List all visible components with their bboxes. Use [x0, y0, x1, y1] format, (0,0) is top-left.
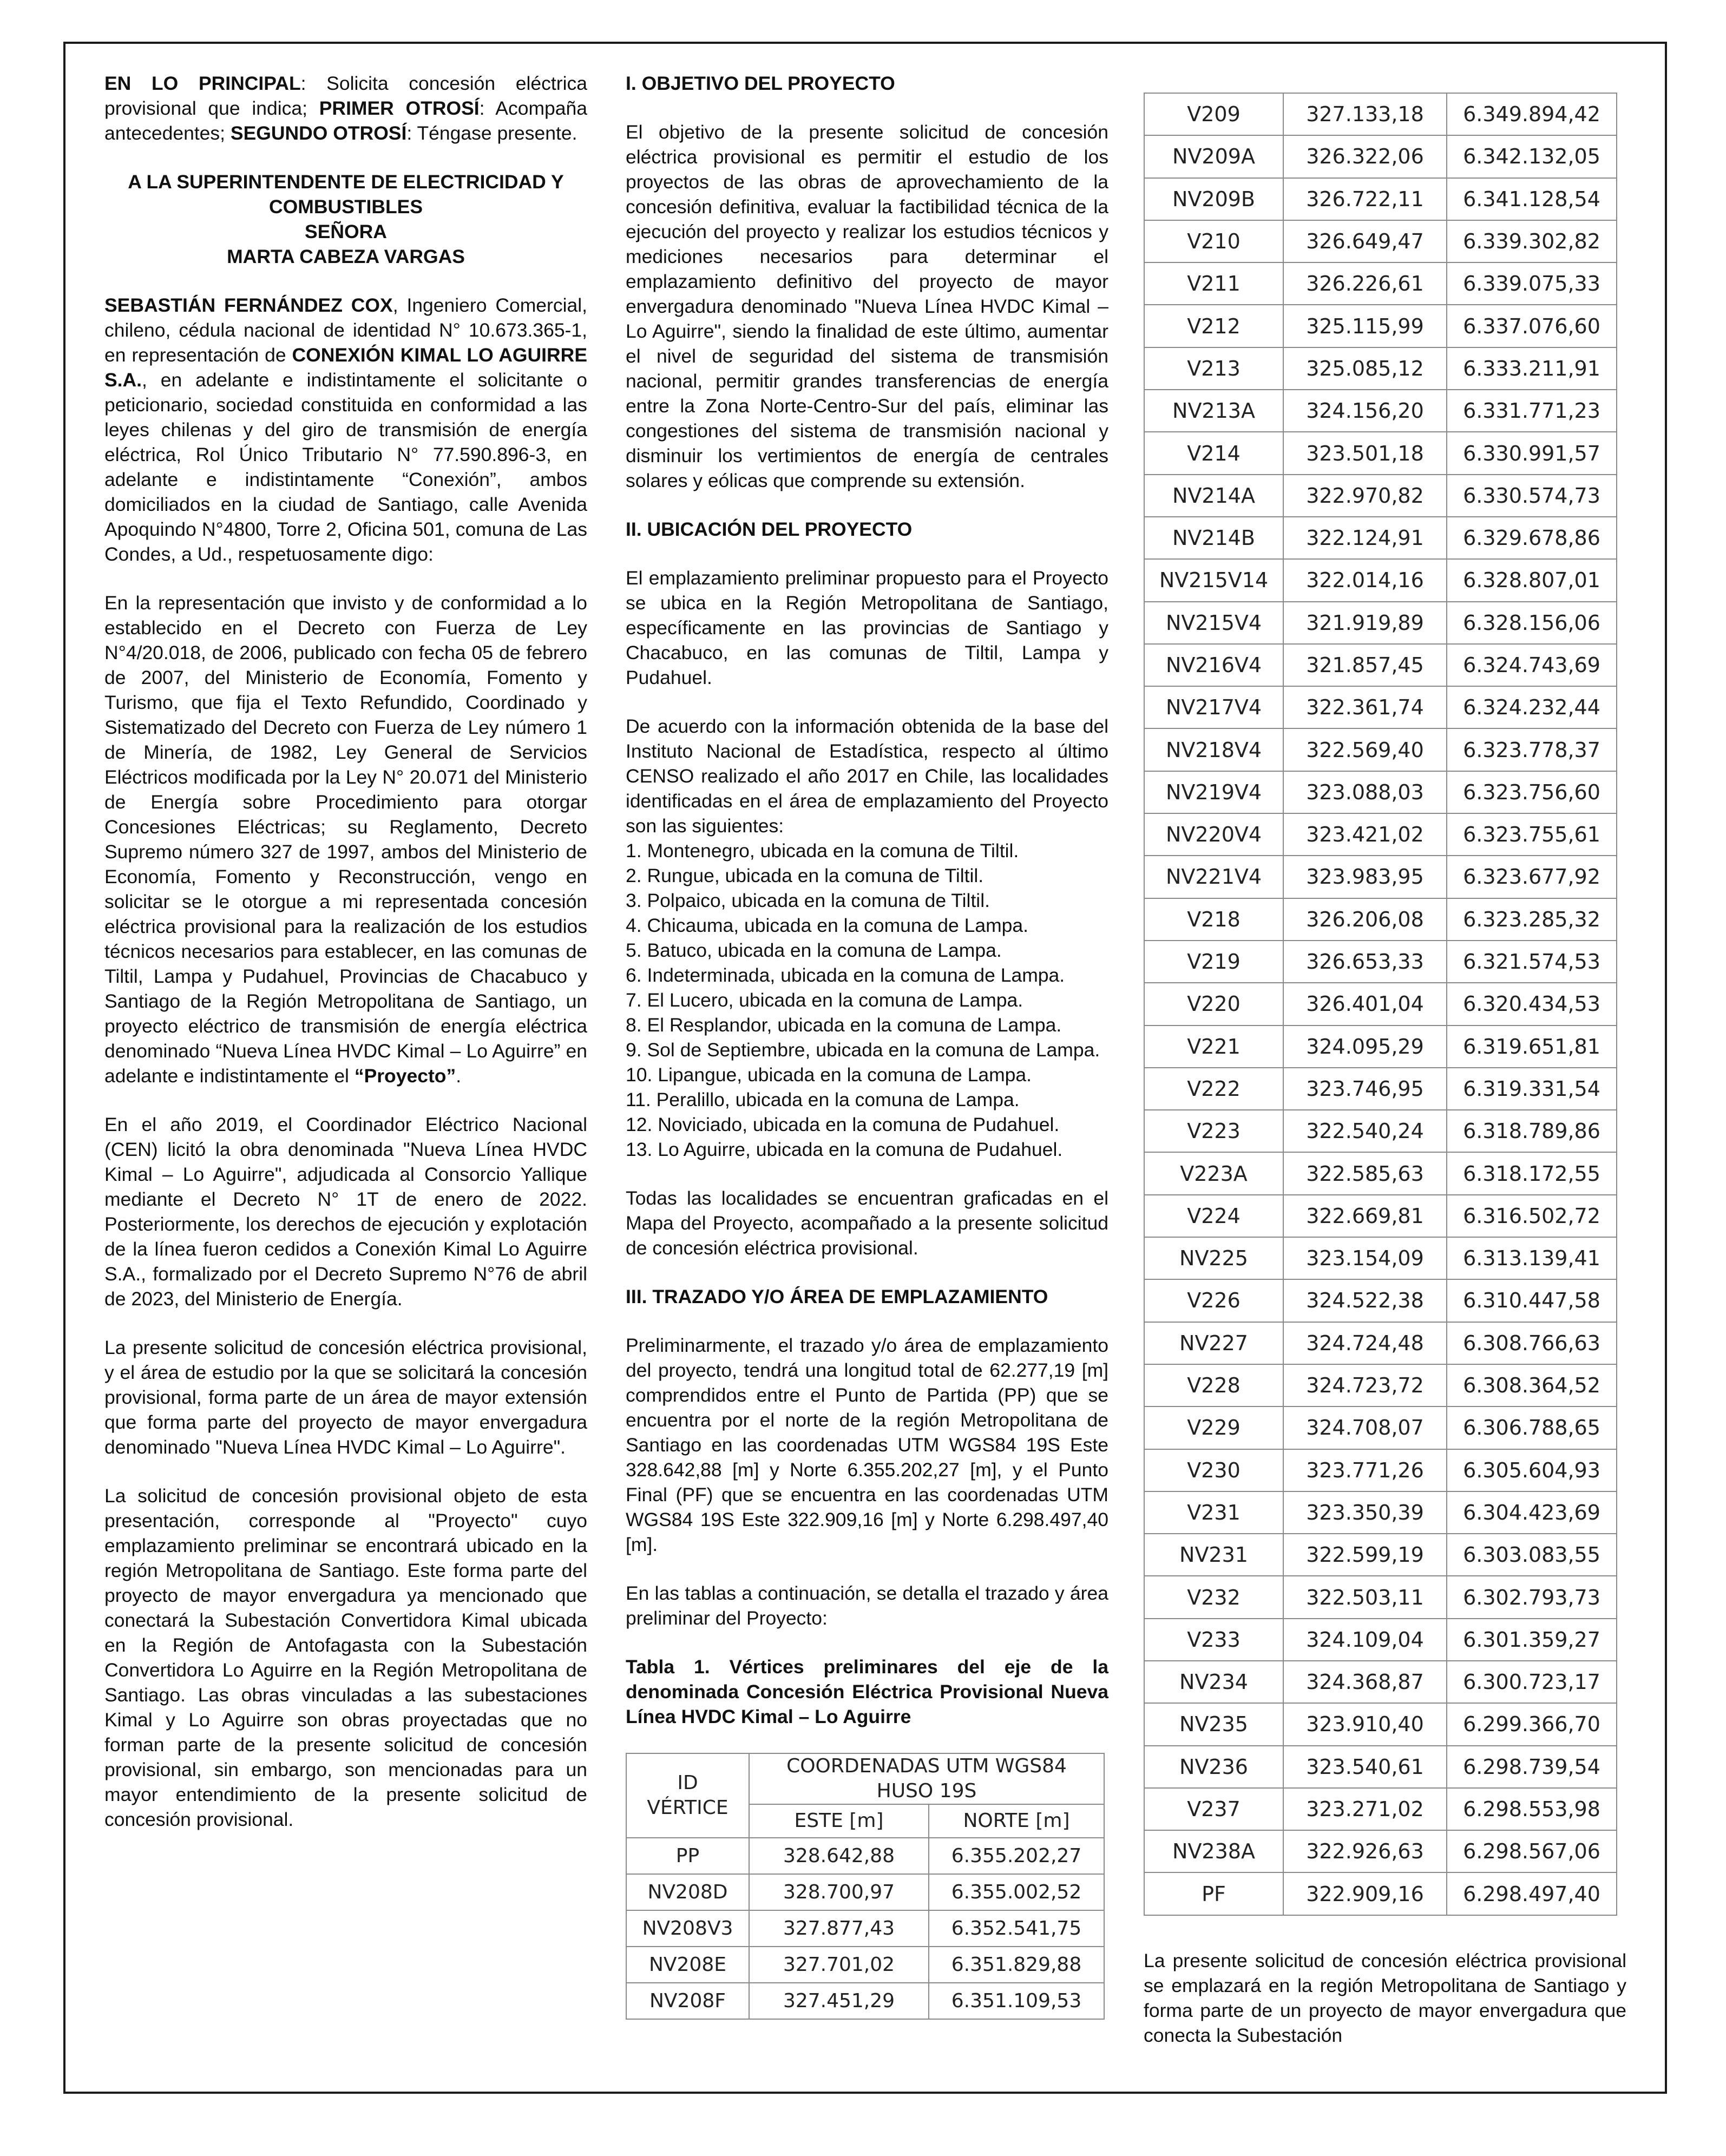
vertex-id-cell: V221 — [1144, 1026, 1283, 1068]
header-id-vertice: ID VÉRTICE — [626, 1753, 749, 1838]
locality-item: 10. Lipangue, ubicada en la comuna de Lampa. — [626, 1064, 1032, 1086]
vertex-id-cell: V218 — [1144, 898, 1283, 941]
este-cell: 322.926,63 — [1283, 1830, 1447, 1872]
vertex-id-cell: PP — [626, 1838, 749, 1874]
norte-cell: 6.298.567,06 — [1447, 1830, 1617, 1872]
norte-cell: 6.298.497,40 — [1447, 1872, 1617, 1915]
este-cell: 325.085,12 — [1283, 347, 1447, 390]
table-caption: Tabla 1. Vértices preliminares del eje de la denominada Concesión Eléctrica Provisional Nueva Línea HVDC Kimal – Lo Aguirre — [626, 1656, 1108, 1727]
este-cell: 328.642,88 — [749, 1838, 929, 1874]
norte-cell: 6.323.778,37 — [1447, 728, 1617, 771]
este-cell: 326.322,06 — [1283, 135, 1447, 178]
table-row — [1144, 262, 1617, 305]
objective-paragraph: El objetivo de la presente solicitud de concesión eléctrica provisional es permitir el estudio de los proyectos de las obras de aprovechamiento de la concesión definitiva, evaluar la factibilidad técnica de la ejecución del proyecto y realizar los estudios técnicos y mediciones necesarios para determinar el emplazamiento definitivo del proyecto de mayor envergadura denominado "Nueva Línea HVDC Kimal – Lo Aguirre", siendo la finalidad de este último, aumentar el nivel de seguridad del sistema de transmisión nacional, permitir grandes transferencias de energía entre la Zona Norte-Centro-Sur del país, eliminar las congestiones del sistema de transmisión nacional y disminuir los vertimientos de energía de centrales solares y eólicas que comprende su extensión. — [626, 121, 1108, 491]
este-cell: 326.722,11 — [1283, 178, 1447, 220]
este-cell: 321.919,89 — [1283, 602, 1447, 644]
este-cell: 327.877,43 — [749, 1910, 929, 1947]
este-cell: 327.701,02 — [749, 1947, 929, 1983]
norte-cell: 6.341.128,54 — [1447, 178, 1617, 220]
document-page — [63, 42, 1667, 2094]
este-cell: 322.503,11 — [1283, 1576, 1447, 1618]
vertex-id-cell: PF — [1144, 1872, 1283, 1915]
table-row — [1144, 1068, 1617, 1110]
norte-cell: 6.330.574,73 — [1447, 475, 1617, 517]
table-row — [1144, 771, 1617, 813]
table-row — [1144, 1830, 1617, 1872]
vertex-id-cell: V228 — [1144, 1364, 1283, 1406]
table-row — [1144, 1746, 1617, 1788]
vertex-id-cell: NV227 — [1144, 1322, 1283, 1364]
locality-item: 12. Noviciado, ubicada en la comuna de Pudahuel. — [626, 1114, 1060, 1135]
column-right — [1144, 71, 1626, 2072]
vertex-id-cell: V219 — [1144, 941, 1283, 983]
norte-cell: 6.302.793,73 — [1447, 1576, 1617, 1618]
vertex-id-cell: V222 — [1144, 1068, 1283, 1110]
vertex-id-cell: V220 — [1144, 983, 1283, 1025]
table-row — [1144, 1026, 1617, 1068]
este-cell: 322.970,82 — [1283, 475, 1447, 517]
table-row — [1144, 1449, 1617, 1491]
header-norte: NORTE [m] — [929, 1804, 1104, 1838]
table-row — [626, 1874, 1104, 1910]
table-row — [1144, 1237, 1617, 1279]
vertex-id-cell: NV236 — [1144, 1746, 1283, 1788]
norte-cell: 6.352.541,75 — [929, 1910, 1104, 1947]
vertex-id-cell: V237 — [1144, 1788, 1283, 1830]
norte-cell: 6.351.109,53 — [929, 1983, 1104, 2019]
vertex-id-cell: NV235 — [1144, 1703, 1283, 1745]
vertex-id-cell: V233 — [1144, 1619, 1283, 1661]
este-cell: 322.669,81 — [1283, 1195, 1447, 1237]
vertex-id-cell: NV231 — [1144, 1534, 1283, 1576]
norte-cell: 6.301.359,27 — [1447, 1619, 1617, 1661]
locality-item: 6. Indeterminada, ubicada en la comuna de Lampa. — [626, 964, 1065, 986]
request-paragraph: En la representación que invisto y de conformidad a lo establecido en el Decreto con Fuerza de Ley N°4/20.018, de 2006, publicado con fecha 05 de febrero de 2007, del Ministerio de Economía, Fomento y Turismo, que fija el Texto Refundido, Coordinado y Sistematizado del Decreto con Fuerza de Ley número 1 de Minería, de 1982, Ley General de Servicios Eléctricos modificada por la Ley N° 20.071 del Ministerio de Energía sobre Procedimiento para otorgar Concesiones Eléctricas; su Reglamento, Decreto Supremo número 327 de 1997, ambos del Ministerio de Economía, Fomento y Reconstrucción, vengo en solicitar se le otorgue a mi representada concesión eléctrica provisional para la realización de los estudios técnicos necesarios para establecer, en las comunas de Tiltil, Lampa y Pudahuel, Provincias de Chacabuco y Santiago de la Región Metropolitana de Santiago, un proyecto eléctrico de transmisión de energía eléctrica denominado “Nueva Línea HVDC Kimal – Lo Aguirre” en adelante e indistintamente el “Proyecto”. — [104, 592, 587, 1087]
norte-cell: 6.310.447,58 — [1447, 1279, 1617, 1322]
este-cell: 323.154,09 — [1283, 1237, 1447, 1279]
header-este: ESTE [m] — [749, 1804, 929, 1838]
norte-cell: 6.308.766,63 — [1447, 1322, 1617, 1364]
table-row — [1144, 983, 1617, 1025]
este-cell: 323.983,95 — [1283, 856, 1447, 898]
este-cell: 322.569,40 — [1283, 728, 1447, 771]
table-row — [1144, 559, 1617, 601]
table-row — [1144, 347, 1617, 390]
este-cell: 324.522,38 — [1283, 1279, 1447, 1322]
vertex-id-cell: NV215V4 — [1144, 602, 1283, 644]
norte-cell: 6.319.331,54 — [1447, 1068, 1617, 1110]
este-cell: 324.723,72 — [1283, 1364, 1447, 1406]
norte-cell: 6.308.364,52 — [1447, 1364, 1617, 1406]
table-row — [1144, 305, 1617, 347]
table-row — [626, 1838, 1104, 1874]
table-body — [626, 1838, 1104, 2019]
este-cell: 322.909,16 — [1283, 1872, 1447, 1915]
este-cell: 322.585,63 — [1283, 1152, 1447, 1194]
este-cell: 323.088,03 — [1283, 771, 1447, 813]
norte-cell: 6.339.302,82 — [1447, 220, 1617, 262]
este-cell: 326.653,33 — [1283, 941, 1447, 983]
column-left — [104, 71, 587, 1856]
norte-cell: 6.342.132,05 — [1447, 135, 1617, 178]
norte-cell: 6.306.788,65 — [1447, 1406, 1617, 1449]
norte-cell: 6.323.677,92 — [1447, 856, 1617, 898]
este-cell: 323.271,02 — [1283, 1788, 1447, 1830]
table-row — [1144, 1788, 1617, 1830]
este-cell: 323.771,26 — [1283, 1449, 1447, 1491]
locality-item: 2. Rungue, ubicada en la comuna de Tiltil. — [626, 865, 984, 886]
este-cell: 322.540,24 — [1283, 1110, 1447, 1152]
norte-cell: 6.300.723,17 — [1447, 1661, 1617, 1703]
este-cell: 324.724,48 — [1283, 1322, 1447, 1364]
table-body — [1144, 93, 1617, 1915]
norte-cell: 6.355.002,52 — [929, 1874, 1104, 1910]
este-cell: 328.700,97 — [749, 1874, 929, 1910]
location-paragraph: El emplazamiento preliminar propuesto para el Proyecto se ubica en la Región Metropolitana de Santiago, específicamente en las provincias de Santiago y Chacabuco, en las comunas de Tiltil, Lampa y Pudahuel. — [626, 567, 1108, 688]
table-row — [1144, 644, 1617, 686]
vertex-id-cell: NV220V4 — [1144, 813, 1283, 856]
norte-cell: 6.324.232,44 — [1447, 686, 1617, 728]
vertex-id-cell: V212 — [1144, 305, 1283, 347]
norte-cell: 6.351.829,88 — [929, 1947, 1104, 1983]
este-cell: 324.095,29 — [1283, 1026, 1447, 1068]
vertex-id-cell: V226 — [1144, 1279, 1283, 1322]
section-heading-ubicacion: II. UBICACIÓN DEL PROYECTO — [626, 518, 913, 540]
tables-intro-paragraph: En las tablas a continuación, se detalla el trazado y área preliminar del Proyecto: — [626, 1582, 1108, 1629]
norte-cell: 6.316.502,72 — [1447, 1195, 1617, 1237]
table-row — [1144, 135, 1617, 178]
table-row — [626, 1910, 1104, 1947]
table-row — [1144, 1534, 1617, 1576]
vertex-id-cell: NV209A — [1144, 135, 1283, 178]
vertex-id-cell: V213 — [1144, 347, 1283, 390]
map-paragraph: Todas las localidades se encuentran graficadas en el Mapa del Proyecto, acompañado a la presente solicitud de concesión eléctrica provisional. — [626, 1187, 1108, 1259]
section-heading-trazado: III. TRAZADO Y/O ÁREA DE EMPLAZAMIENTO — [626, 1286, 1048, 1307]
este-cell: 322.599,19 — [1283, 1534, 1447, 1576]
este-cell: 323.540,61 — [1283, 1746, 1447, 1788]
este-cell: 326.206,08 — [1283, 898, 1447, 941]
este-cell: 323.350,39 — [1283, 1491, 1447, 1534]
este-cell: 322.124,91 — [1283, 517, 1447, 559]
locality-item: 5. Batuco, ubicada en la comuna de Lampa. — [626, 939, 1002, 961]
closing-paragraph: La presente solicitud de concesión eléctrica provisional se emplazará en la región Metropolitana de Santiago y forma parte de un proyecto de mayor envergadura que conecta la Subestación — [1144, 1949, 1626, 2046]
route-paragraph: Preliminarmente, el trazado y/o área de emplazamiento del proyecto, tendrá una longitud total de 62.277,19 [m] comprendidos entre el Punto de Partida (PP) que se encuentra por el norte de la región Metropolitana de Santiago en las coordenadas UTM WGS84 19S Este 328.642,88 [m] y Norte 6.355.202,27 [m], y el Punto Final (PF) que se encuentra en las coordenadas UTM WGS84 19S Este 322.909,16 [m] y Norte 6.298.497,40 [m]. — [626, 1335, 1108, 1555]
este-cell: 325.115,99 — [1283, 305, 1447, 347]
table-row — [626, 1983, 1104, 2019]
census-paragraph: De acuerdo con la información obtenida de la base del Instituto Nacional de Estadística, respecto al último CENSO realizado el año 2017 en Chile, las localidades identificadas en el área de emplazamiento del Proyecto son las siguientes: — [626, 715, 1108, 837]
localities-block — [626, 714, 1108, 1162]
norte-cell: 6.339.075,33 — [1447, 262, 1617, 305]
este-cell: 321.857,45 — [1283, 644, 1447, 686]
vertex-id-cell: V229 — [1144, 1406, 1283, 1449]
este-cell: 326.649,47 — [1283, 220, 1447, 262]
vertex-id-cell: NV208F — [626, 1983, 749, 2019]
vertex-id-cell: V232 — [1144, 1576, 1283, 1618]
vertex-id-cell: NV225 — [1144, 1237, 1283, 1279]
table-row — [1144, 93, 1617, 135]
locality-item: 9. Sol de Septiembre, ubicada en la comuna de Lampa. — [626, 1039, 1100, 1061]
table-row — [1144, 1619, 1617, 1661]
norte-cell: 6.329.678,86 — [1447, 517, 1617, 559]
norte-cell: 6.298.553,98 — [1447, 1788, 1617, 1830]
table-row — [1144, 390, 1617, 432]
table-row — [1144, 602, 1617, 644]
norte-cell: 6.333.211,91 — [1447, 347, 1617, 390]
table-row — [1144, 432, 1617, 474]
vertex-id-cell: NV218V4 — [1144, 728, 1283, 771]
norte-cell: 6.331.771,23 — [1447, 390, 1617, 432]
vertex-id-cell: NV215V14 — [1144, 559, 1283, 601]
locality-item: 3. Polpaico, ubicada en la comuna de Tiltil. — [626, 890, 990, 911]
scope-paragraph: La presente solicitud de concesión eléctrica provisional, y el área de estudio por la que se solicitará la concesión provisional, forma parte de un área de mayor extensión que forma parte del proyecto de mayor envergadura denominado "Nueva Línea HVDC Kimal – Lo Aguirre". — [104, 1337, 587, 1458]
este-cell: 324.368,87 — [1283, 1661, 1447, 1703]
vertex-id-cell: NV214B — [1144, 517, 1283, 559]
locality-item: 13. Lo Aguirre, ubicada en la comuna de Pudahuel. — [626, 1139, 1063, 1160]
table-header-row — [626, 1753, 1104, 1804]
addressee-block: A LA SUPERINTENDENTE DE ELECTRICIDAD Y COMBUSTIBLES SEÑORA MARTA CABEZA VARGAS — [128, 171, 564, 267]
norte-cell: 6.323.756,60 — [1447, 771, 1617, 813]
vertex-id-cell: V214 — [1144, 432, 1283, 474]
table-row — [1144, 1576, 1617, 1618]
este-cell: 323.910,40 — [1283, 1703, 1447, 1745]
norte-cell: 6.320.434,53 — [1447, 983, 1617, 1025]
norte-cell: 6.318.172,55 — [1447, 1152, 1617, 1194]
table-row — [1144, 220, 1617, 262]
table-row — [1144, 1491, 1617, 1534]
norte-cell: 6.321.574,53 — [1447, 941, 1617, 983]
este-cell: 323.501,18 — [1283, 432, 1447, 474]
table-row — [1144, 1152, 1617, 1194]
norte-cell: 6.323.285,32 — [1447, 898, 1617, 941]
table-row — [1144, 1195, 1617, 1237]
table-row — [1144, 941, 1617, 983]
este-cell: 326.401,04 — [1283, 983, 1447, 1025]
este-cell: 326.226,61 — [1283, 262, 1447, 305]
vertex-id-cell: V224 — [1144, 1195, 1283, 1237]
este-cell: 324.109,04 — [1283, 1619, 1447, 1661]
table-row — [1144, 1322, 1617, 1364]
vertex-id-cell: V231 — [1144, 1491, 1283, 1534]
project-paragraph: La solicitud de concesión provisional objeto de esta presentación, corresponde al "Proyecto" cuyo emplazamiento preliminar se encontrará ubicado en la región Metropolitana de Santiago. Este forma parte del proyecto de mayor envergadura ya mencionado que conectará la Subestación Convertidora Kimal ubicada en la Región de Antofagasta con la Subestación Convertidora Lo Aguirre en la Región Metropolitana de Santiago. Las obras vinculadas a las subestaciones Kimal y Lo Aguirre son obras proyectadas que no forman parte de la presente solicitud de concesión provisional, sin embargo, son mencionadas para un mayor entendimiento de la presente solicitud de concesión provisional. — [104, 1485, 587, 1830]
locality-item: 4. Chicauma, ubicada en la comuna de Lampa. — [626, 915, 1028, 936]
norte-cell: 6.330.991,57 — [1447, 432, 1617, 474]
vertex-id-cell: V210 — [1144, 220, 1283, 262]
vertex-id-cell: NV208V3 — [626, 1910, 749, 1947]
table-row — [1144, 1703, 1617, 1745]
table-row — [1144, 475, 1617, 517]
vertex-id-cell: V211 — [1144, 262, 1283, 305]
table-row — [1144, 856, 1617, 898]
norte-cell: 6.304.423,69 — [1447, 1491, 1617, 1534]
locality-item: 11. Peralillo, ubicada en la comuna de Lampa. — [626, 1089, 1020, 1110]
vertex-id-cell: NV221V4 — [1144, 856, 1283, 898]
este-cell: 324.708,07 — [1283, 1406, 1447, 1449]
table-row — [1144, 517, 1617, 559]
vertex-id-cell: NV234 — [1144, 1661, 1283, 1703]
vertex-id-cell: NV217V4 — [1144, 686, 1283, 728]
este-cell: 323.746,95 — [1283, 1068, 1447, 1110]
norte-cell: 6.318.789,86 — [1447, 1110, 1617, 1152]
intro-paragraph: EN LO PRINCIPAL: Solicita concesión eléctrica provisional que indica; PRIMER OTROSÍ: Acompaña antecedentes; SEGUNDO OTROSÍ: Téngase presente. — [104, 73, 587, 144]
vertex-id-cell: NV208D — [626, 1874, 749, 1910]
header-coordinates: COORDENADAS UTM WGS84 HUSO 19S — [749, 1753, 1104, 1804]
norte-cell: 6.328.807,01 — [1447, 559, 1617, 601]
table-row — [626, 1947, 1104, 1983]
background-paragraph: En el año 2019, el Coordinador Eléctrico Nacional (CEN) licitó la obra denominada "Nueva Línea HVDC Kimal – Lo Aguirre", adjudicada al Consorcio Yallique mediante el Decreto N° 1T de enero de 2022. Posteriormente, los derechos de ejecución y explotación de la línea fueron cedidos a Conexión Kimal Lo Aguirre S.A., formalizado por el Decreto Supremo N°76 de abril de 2023, del Ministerio de Energía. — [104, 1114, 587, 1310]
table-row — [1144, 1279, 1617, 1322]
locality-item: 7. El Lucero, ubicada en la comuna de Lampa. — [626, 989, 1023, 1011]
table-row — [1144, 1661, 1617, 1703]
este-cell: 322.014,16 — [1283, 559, 1447, 601]
vertex-id-cell: NV214A — [1144, 475, 1283, 517]
norte-cell: 6.299.366,70 — [1447, 1703, 1617, 1745]
norte-cell: 6.303.083,55 — [1447, 1534, 1617, 1576]
norte-cell: 6.337.076,60 — [1447, 305, 1617, 347]
vertices-table — [626, 1753, 1105, 2020]
table-row — [1144, 686, 1617, 728]
este-cell: 322.361,74 — [1283, 686, 1447, 728]
table-row — [1144, 178, 1617, 220]
vertex-id-cell: NV209B — [1144, 178, 1283, 220]
norte-cell: 6.349.894,42 — [1447, 93, 1617, 135]
table-row — [1144, 728, 1617, 771]
norte-cell: 6.305.604,93 — [1447, 1449, 1617, 1491]
vertex-id-cell: NV213A — [1144, 390, 1283, 432]
vertex-id-cell: V223 — [1144, 1110, 1283, 1152]
table-row — [1144, 898, 1617, 941]
vertex-id-cell: NV219V4 — [1144, 771, 1283, 813]
vertex-id-cell: NV208E — [626, 1947, 749, 1983]
locality-item: 1. Montenegro, ubicada en la comuna de Tiltil. — [626, 840, 1019, 862]
este-cell: 327.133,18 — [1283, 93, 1447, 135]
norte-cell: 6.298.739,54 — [1447, 1746, 1617, 1788]
este-cell: 324.156,20 — [1283, 390, 1447, 432]
este-cell: 323.421,02 — [1283, 813, 1447, 856]
norte-cell: 6.328.156,06 — [1447, 602, 1617, 644]
norte-cell: 6.323.755,61 — [1447, 813, 1617, 856]
norte-cell: 6.319.651,81 — [1447, 1026, 1617, 1068]
este-cell: 327.451,29 — [749, 1983, 929, 2019]
vertex-id-cell: NV238A — [1144, 1830, 1283, 1872]
table-row — [1144, 1872, 1617, 1915]
table-row — [1144, 813, 1617, 856]
vertices-table-continued — [1144, 93, 1617, 1916]
column-middle — [626, 71, 1108, 2020]
norte-cell: 6.355.202,27 — [929, 1838, 1104, 1874]
vertex-id-cell: V230 — [1144, 1449, 1283, 1491]
petitioner-paragraph: SEBASTIÁN FERNÁNDEZ COX, Ingeniero Comercial, chileno, cédula nacional de identidad N° 10.673.365-1, en representación de CONEXIÓN KIMAL LO AGUIRRE S.A., en adelante e indistintamente el solicitante o peticionario, sociedad constituida en conformidad a las leyes chilenas y del giro de transmisión de energía eléctrica, Rol Único Tributario N° 77.590.896-3, en adelante e indistintamente “Conexión”, ambos domiciliados en la ciudad de Santiago, calle Avenida Apoquindo N°4800, Torre 2, Oficina 501, comuna de Las Condes, a Ud., respetuosamente digo: — [104, 294, 587, 565]
vertex-id-cell: V223A — [1144, 1152, 1283, 1194]
norte-cell: 6.324.743,69 — [1447, 644, 1617, 686]
table-row — [1144, 1364, 1617, 1406]
vertex-id-cell: V209 — [1144, 93, 1283, 135]
locality-item: 8. El Resplandor, ubicada en la comuna de Lampa. — [626, 1014, 1062, 1036]
vertex-id-cell: NV216V4 — [1144, 644, 1283, 686]
norte-cell: 6.313.139,41 — [1447, 1237, 1617, 1279]
table-row — [1144, 1110, 1617, 1152]
section-heading-objetivo: I. OBJETIVO DEL PROYECTO — [626, 73, 895, 94]
table-row — [1144, 1406, 1617, 1449]
